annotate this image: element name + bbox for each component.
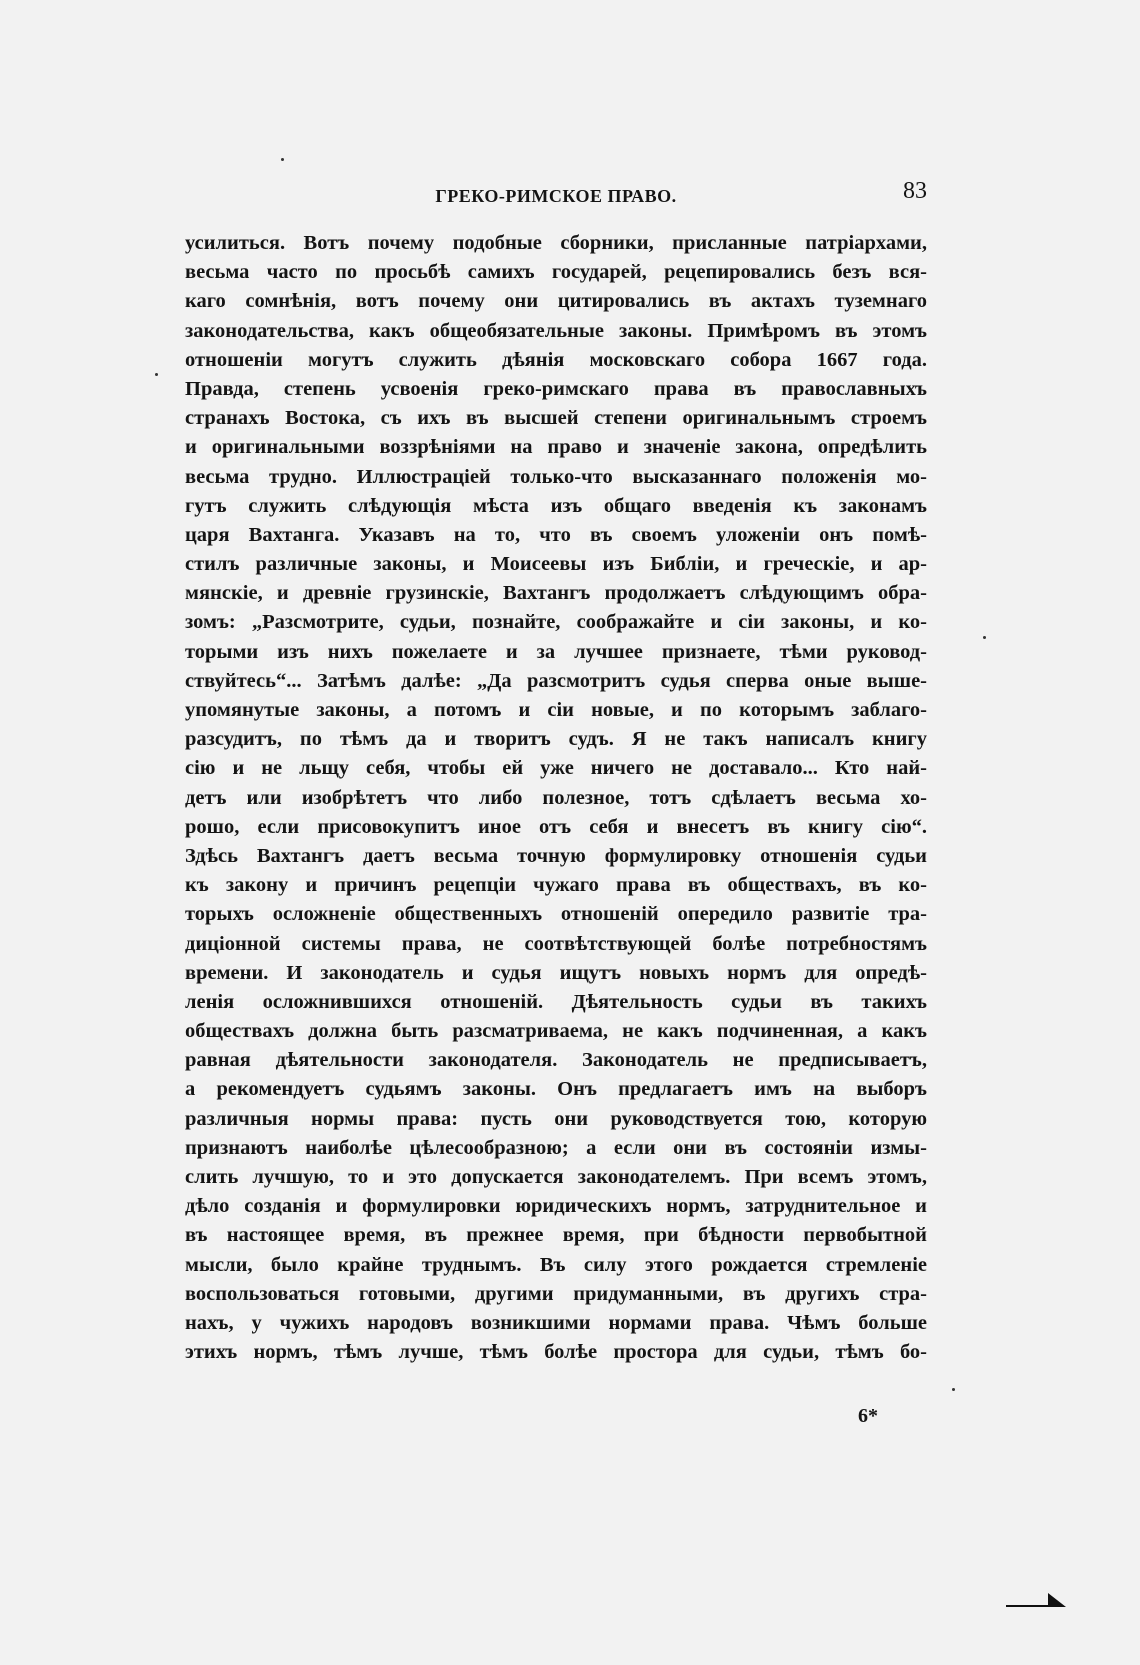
text-line: дѣло созданія и формулировки юридическихъ нормъ, затруднительное и [185,1195,927,1218]
speck-mark [281,158,284,161]
text-line: Здѣсь Вахтангъ даетъ весьма точную формулировку отношенія судьи [185,844,927,867]
text-line: Правда, степень усвоенія греко-римскаго права въ православныхъ [185,377,927,400]
page-number: 83 [903,178,927,204]
text-line: рошо, если присовокупитъ иное отъ себя и внесетъ въ книгу сію“. [185,815,927,838]
speck-mark [983,636,986,639]
running-head [185,178,927,214]
text-line: странахъ Востока, съ ихъ въ высшей степени оригинальнымъ строемъ [185,407,927,430]
text-line: царя Вахтанга. Указавъ на то, что въ своемъ уложеніи онъ помѣ- [185,523,927,546]
text-line: весьма часто по просьбѣ самихъ государей, рецепировались безъ вся- [185,261,927,284]
text-line: этихъ нормъ, тѣмъ лучше, тѣмъ болѣе простора для судьи, тѣмъ бо- [185,1341,927,1364]
text-line: времени. И законодатель и судья ищутъ новыхъ нормъ для опредѣ- [185,961,927,984]
text-line: различныя нормы права: пусть они руководствуется тою, которую [185,1107,927,1130]
text-line: слить лучшую, то и это допускается законодателемъ. При всемъ этомъ, [185,1166,927,1188]
text-line: упомянутые законы, а потомъ и сіи новые, и по которымъ заблаго- [185,699,927,721]
text-line: торыхъ осложненіе общественныхъ отношеній опередило развитіе тра- [185,903,927,926]
running-title: ГРЕКО-РИМСКОЕ ПРАВО. [435,186,677,206]
text-line: мысли, было крайне труднымъ. Въ силу этого рождается стремленіе [185,1253,927,1276]
text-line: и оригинальными воззрѣніями на право и значеніе закона, опредѣлить [185,436,927,459]
text-line: ствуйтесь“... Затѣмъ далѣе: „Да разсмотритъ судья сперва оные выше- [185,669,927,692]
text-line: къ закону и причинъ рецепціи чужаго права въ обществахъ, въ ко- [185,874,927,897]
speck-mark [155,373,158,376]
text-line: гутъ служить слѣдующія мѣста изъ общаго введенія къ законамъ [185,494,927,517]
text-line: ленія осложнившихся отношеній. Дѣятельность судьи въ такихъ [185,990,927,1013]
text-line: торыми изъ нихъ пожелаете и за лучшее признаете, тѣми руковод- [185,640,927,663]
text-line: усилиться. Вотъ почему подобные сборники, присланные патріархами, [185,232,927,254]
body-text [185,229,927,1367]
text-line: весьма трудно. Иллюстраціей только-что высказаннаго положенія мо- [185,465,927,488]
text-line: а рекомендуетъ судьямъ законы. Онъ предлагаетъ имъ на выборъ [185,1078,927,1101]
text-line: нахъ, у чужихъ народовъ возникшими нормами права. Чѣмъ больше [185,1311,927,1334]
text-line: детъ или изобрѣтетъ что либо полезное, тотъ сдѣлаетъ весьма хо- [185,786,927,809]
corner-arrow-icon [1006,1590,1066,1608]
text-line: отношеніи могутъ служить дѣянія московскаго собора 1667 года. [185,348,927,371]
signature-mark: 6* [858,1405,878,1427]
text-line: зомъ: „Разсмотрите, судьи, познайте, соображайте и сіи законы, и ко- [185,611,927,634]
speck-mark [952,1388,955,1391]
text-line: воспользоваться готовыми, другими придуманными, въ другихъ стра- [185,1282,927,1305]
text-line: каго сомнѣнія, вотъ почему они цитировались въ актахъ туземнаго [185,290,927,313]
text-line: диціонной системы права, не соотвѣтствующей болѣе потребностямъ [185,932,927,955]
text-line: мянскіе, и древніе грузинскіе, Вахтангъ продолжаетъ слѣдующимъ обра- [185,582,927,605]
text-line: признаютъ наиболѣе цѣлесообразною; а если они въ состояніи измы- [185,1136,927,1159]
text-line: законодательства, какъ общеобязательные законы. Примѣромъ въ этомъ [185,319,927,342]
text-line: разсудитъ, по тѣмъ да и творитъ судъ. Я не такъ написалъ книгу [185,728,927,751]
text-line: стилъ различные законы, и Моисеевы изъ Библіи, и греческіе, и ар- [185,553,927,576]
text-line: въ настоящее время, въ прежнее время, при бѣдности первобытной [185,1224,927,1247]
text-line: равная дѣятельности законодателя. Законодатель не предписываетъ, [185,1049,927,1072]
text-line: сію и не льщу себя, чтобы ей уже ничего не доставало... Кто най- [185,757,927,780]
text-line: обществахъ должна быть разсматриваема, не какъ подчиненная, а какъ [185,1020,927,1043]
